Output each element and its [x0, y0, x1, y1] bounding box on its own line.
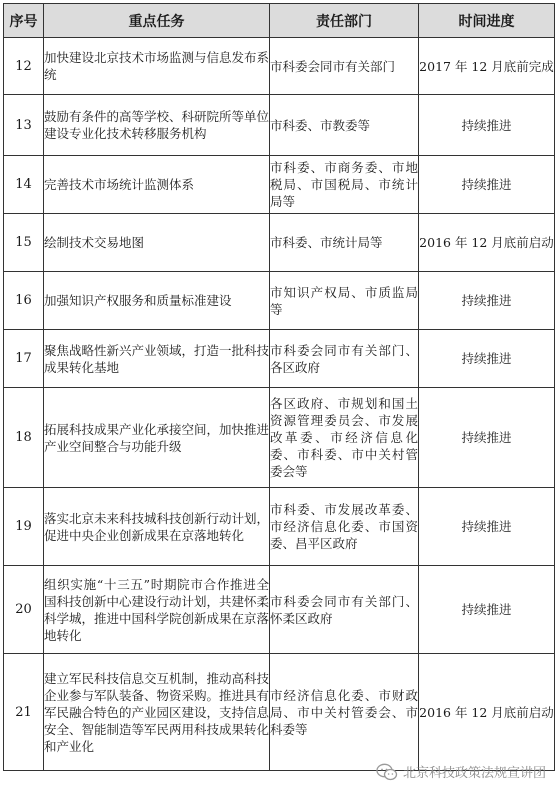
watermark-text: 北京科技政策法规宣讲团	[402, 766, 546, 781]
row-dept: 市科委、市发展改革委、市经济信息化委、市国资委、昌平区政府	[270, 488, 419, 566]
table-row	[4, 272, 555, 330]
row-dept: 市科委会同市有关部门、怀柔区政府	[270, 566, 419, 654]
row-task: 绘制技术交易地图	[44, 214, 270, 272]
wechat-icon	[376, 763, 398, 781]
tasks-table	[3, 3, 555, 771]
row-time: 持续推进	[419, 272, 555, 330]
row-dept: 市科委会同市有关部门	[270, 38, 419, 95]
row-dept: 市科委会同市有关部门、各区政府	[270, 330, 419, 388]
row-num: 15	[4, 214, 44, 272]
row-num: 17	[4, 330, 44, 388]
row-task: 拓展科技成果产业化承接空间，加快推进产业空间整合与功能升级	[44, 388, 270, 488]
row-task: 建立军民科技信息交互机制，推动高科技企业参与军队装备、物资采购。推进具有军民融合特色的产业园区建设，支持信息安全、智能制造等军民两用科技成果转化和产业化	[44, 654, 270, 771]
header-num: 序号	[4, 4, 44, 38]
row-dept: 各区政府、市规划和国土资源管理委员会、市发展改革委、市经济信息化委、市科委、市中关村管委会等	[270, 388, 419, 488]
row-time: 持续推进	[419, 330, 555, 388]
table-row	[4, 330, 555, 388]
row-time: 持续推进	[419, 566, 555, 654]
row-task: 聚焦战略性新兴产业领域，打造一批科技成果转化基地	[44, 330, 270, 388]
table-row	[4, 388, 555, 488]
row-num: 12	[4, 38, 44, 95]
table-row	[4, 156, 555, 214]
row-task: 组织实施“十三五”时期院市合作推进全国科技创新中心建设行动计划，共建怀柔科学城，推进中国科学院创新成果在京落地转化	[44, 566, 270, 654]
row-dept: 市科委、市商务委、市地税局、市国税局、市统计局等	[270, 156, 419, 214]
row-num: 19	[4, 488, 44, 566]
row-task: 鼓励有条件的高等学校、科研院所等单位建设专业化技术转移服务机构	[44, 95, 270, 156]
row-time: 2016 年 12 月底前启动	[419, 214, 555, 272]
row-num: 18	[4, 388, 44, 488]
row-task: 完善技术市场统计监测体系	[44, 156, 270, 214]
row-time: 持续推进	[419, 95, 555, 156]
table-row	[4, 95, 555, 156]
row-time: 2017 年 12 月底前完成	[419, 38, 555, 95]
table-row	[4, 566, 555, 654]
row-time: 持续推进	[419, 156, 555, 214]
table-row	[4, 488, 555, 566]
table-row	[4, 38, 555, 95]
row-dept: 市科委、市教委等	[270, 95, 419, 156]
row-dept: 市科委、市统计局等	[270, 214, 419, 272]
row-num: 13	[4, 95, 44, 156]
row-task: 落实北京未来科技城科技创新行动计划，促进中央企业创新成果在京落地转化	[44, 488, 270, 566]
row-task: 加快建设北京技术市场监测与信息发布系统	[44, 38, 270, 95]
header-dept: 责任部门	[270, 4, 419, 38]
row-num: 16	[4, 272, 44, 330]
table-row	[4, 654, 555, 771]
row-num: 20	[4, 566, 44, 654]
header-task: 重点任务	[44, 4, 270, 38]
header-time: 时间进度	[419, 4, 555, 38]
row-task: 加强知识产权服务和质量标准建设	[44, 272, 270, 330]
watermark	[376, 762, 546, 781]
table-row	[4, 214, 555, 272]
row-time: 2016 年 12 月底前启动	[419, 654, 555, 771]
row-time: 持续推进	[419, 488, 555, 566]
row-time: 持续推进	[419, 388, 555, 488]
row-dept: 市经济信息化委、市财政局、市中关村管委会、市科委等	[270, 654, 419, 771]
table-header-row	[4, 4, 555, 38]
row-dept: 市知识产权局、市质监局等	[270, 272, 419, 330]
row-num: 21	[4, 654, 44, 771]
row-num: 14	[4, 156, 44, 214]
